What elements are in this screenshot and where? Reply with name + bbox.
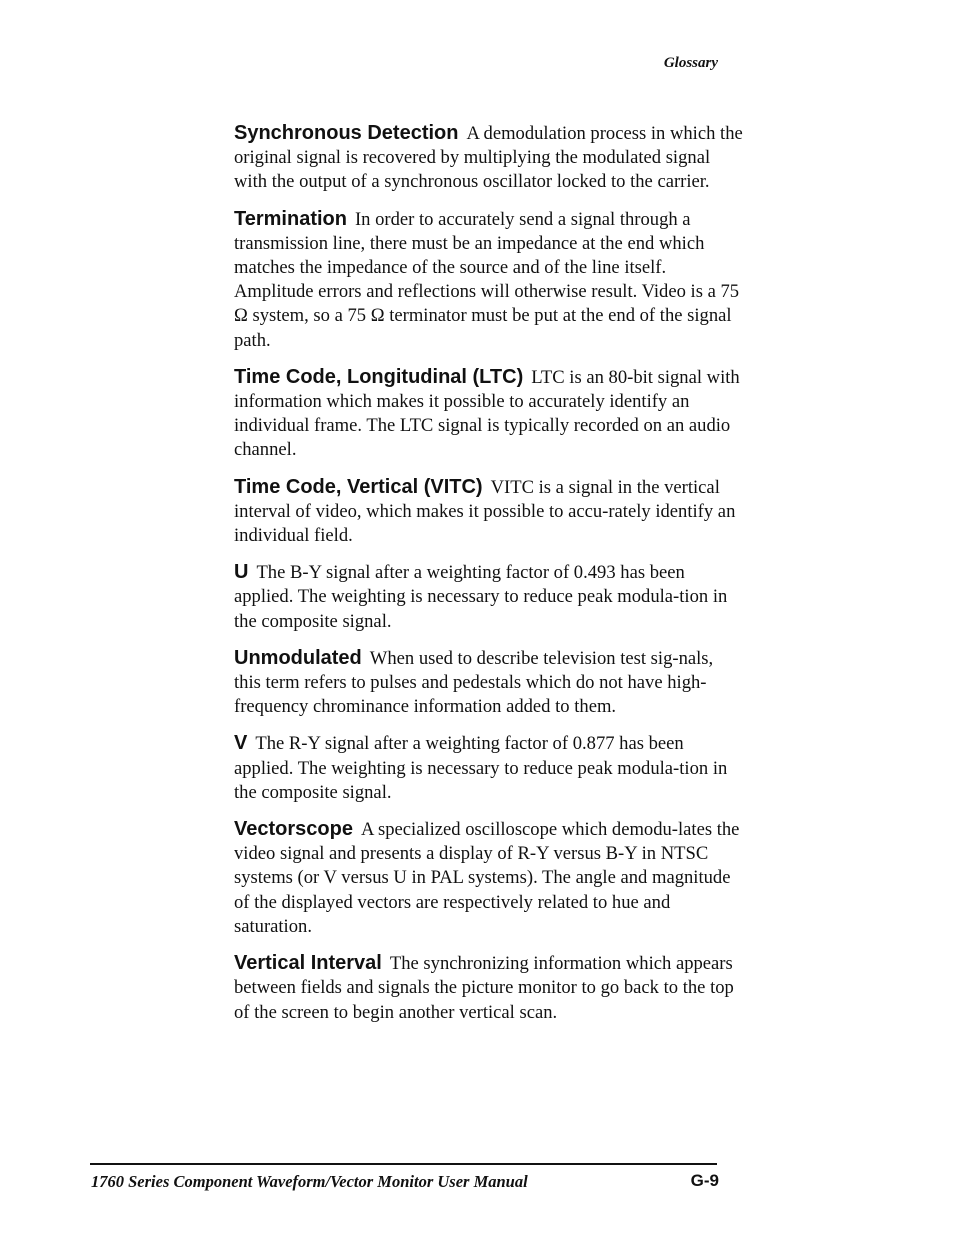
glossary-definition: When used to describe television test sig-nals, this term refers to pulses and pedestals which do not have high-frequency chrominance information added to them.	[234, 647, 714, 718]
glossary-entry	[234, 365, 744, 463]
glossary-entry	[234, 207, 744, 353]
glossary-term: Time Code, Vertical (VITC)	[234, 475, 483, 498]
glossary-definition: LTC is an 80-bit signal with information which makes it possible to accurately identify an individual frame. The LTC signal is typically recorded on an audio channel.	[234, 366, 740, 461]
glossary-definition: The synchronizing information which appears between fields and signals the picture monitor to go back to the top of the screen to begin another vertical scan.	[234, 953, 734, 1023]
footer-manual-title: 1760 Series Component Waveform/Vector Monitor User Manual	[91, 1172, 528, 1191]
glossary-term: Vertical Interval	[234, 952, 382, 975]
glossary-term: Unmodulated	[234, 646, 362, 669]
glossary-definition: A demodulation process in which the original signal is recovered by multiplying the modulated signal with the output of a synchronous oscillator locked to the carrier.	[234, 123, 743, 193]
glossary-definition: A specialized oscilloscope which demodu-lates the video signal and presents a display of R-Y versus B-Y in NTSC systems (or V versus U in PAL systems). The angle and magnitude of the displayed vectors are respectively related to hue and saturation.	[234, 819, 740, 937]
glossary-entry	[234, 121, 744, 195]
glossary-entry	[234, 560, 744, 634]
glossary-entry	[234, 951, 744, 1025]
running-header: Glossary	[663, 55, 718, 71]
footer-divider	[90, 1163, 717, 1165]
glossary-term: Synchronous Detection	[234, 122, 459, 144]
glossary-entry	[234, 646, 744, 720]
glossary-term: V	[234, 732, 248, 755]
glossary-term: Vectorscope	[234, 818, 353, 841]
glossary-body	[234, 121, 744, 1037]
glossary-definition: The R-Y signal after a weighting factor of 0.877 has been applied. The weighting is necessary to reduce peak modula-tion in the composite signal.	[234, 733, 728, 803]
glossary-term: U	[234, 561, 249, 584]
page-number: G-9	[690, 1171, 719, 1190]
glossary-entry	[234, 731, 744, 805]
glossary-definition: VITC is a signal in the vertical interval of video, which makes it possible to accu-rately identify an individual field.	[234, 476, 736, 547]
glossary-definition: In order to accurately send a signal through a transmission line, there must be an impedance at the end which matches the impedance of the source and of the line itself. Amplitude errors and reflections will otherwise result. Video is a 75 Ω system, so a 75 Ω terminator must be put at the end of the signal path.	[234, 208, 740, 351]
glossary-entry	[234, 817, 744, 939]
glossary-entry	[234, 475, 744, 549]
glossary-definition: The B-Y signal after a weighting factor of 0.493 has been applied. The weighting is necessary to reduce peak modula-tion in the composite signal.	[234, 562, 728, 632]
glossary-term: Time Code, Longitudinal (LTC)	[234, 365, 524, 388]
glossary-term: Termination	[234, 207, 347, 230]
